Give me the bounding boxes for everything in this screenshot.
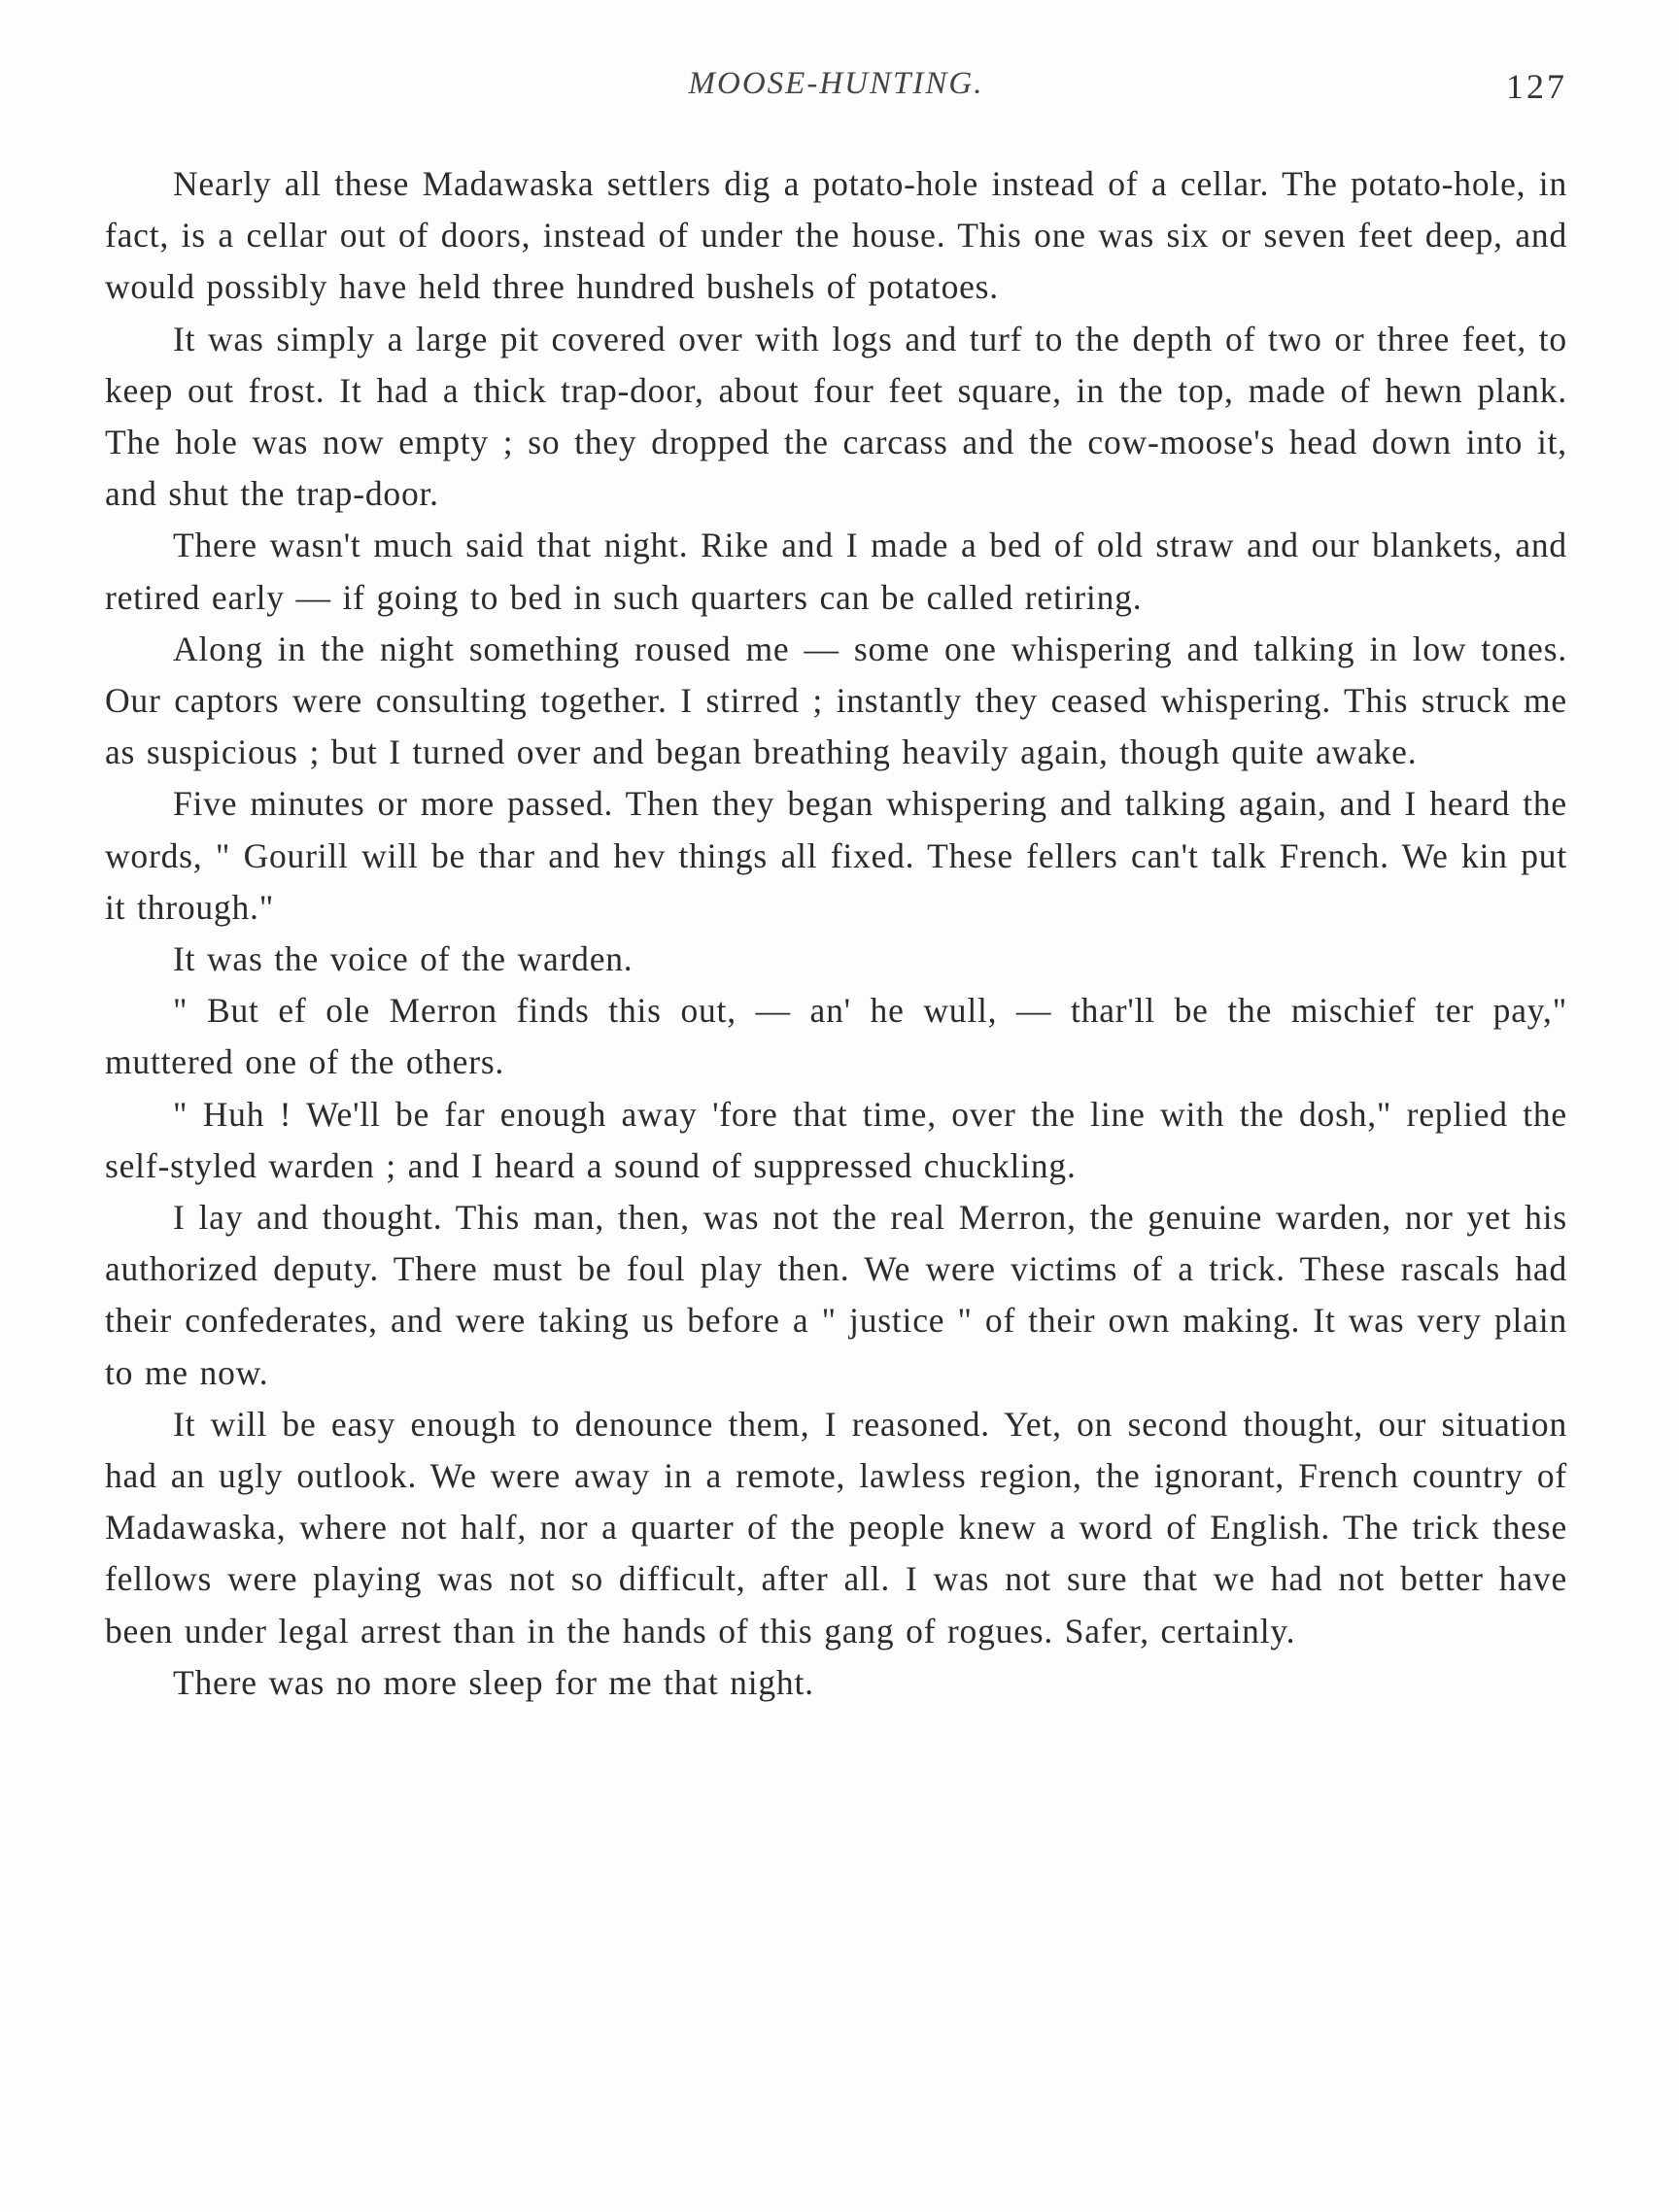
paragraph-2: It was simply a large pit covered over with logs and turf to the depth of two or three feet, to keep out frost. It had a thick trap-door, about four feet square, in the top, made of hewn plank. The hole was now empty ; so they dropped the carcass and the cow-moose's head down into it, and shut the trap-door.	[105, 319, 1567, 514]
paragraph-3: There wasn't much said that night. Rike and I made a bed of old straw and our blankets, and retired early — if going to bed in such quarters can be called retiring.	[105, 526, 1567, 617]
running-title: MOOSE-HUNTING.	[688, 66, 984, 101]
paragraph-11: There was no more sleep for me that night.	[173, 1662, 814, 1702]
page-number: 127	[1506, 67, 1567, 106]
paragraph-4: Along in the night something roused me — some one whispering and talking in low tones. Our captors were consulting together. I stirred ; instantly they ceased whispering. This struck me as suspicious ; but I turned over and began breathing heavily again, though quite awake.	[105, 629, 1567, 772]
paragraph-7: " But ef ole Merron finds this out, — an' he wull, — thar'll be the mischief ter pay," muttered one of the others.	[105, 991, 1567, 1082]
paragraph-5: Five minutes or more passed. Then they began whispering and talking again, and I heard the words, " Gourill will be thar and hev things all fixed. These fellers can't talk French. We kin put it through."	[105, 784, 1567, 927]
paragraph-1: Nearly all these Madawaska settlers dig a potato-hole instead of a cellar. The potato-hole, in fact, is a cellar out of doors, instead of under the house. This one was six or seven feet deep, and would possibly have held three hundred bushels of potatoes.	[105, 164, 1567, 307]
paragraph-8: " Huh ! We'll be far enough away 'fore that time, over the line with the dosh," replied the self-styled warden ; and I heard a sound of suppressed chuckling.	[105, 1094, 1567, 1185]
body-text	[105, 158, 1567, 1709]
paragraph-9: I lay and thought. This man, then, was not the real Merron, the genuine warden, nor yet his authorized deputy. There must be foul play then. We were victims of a trick. These rascals had their confederates, and were taking us before a " justice " of their own making. It was very plain to me now.	[105, 1198, 1567, 1392]
paragraph-10: It will be easy enough to denounce them, I reasoned. Yet, on second thought, our situation had an ugly outlook. We were away in a remote, lawless region, the ignorant, French country of Madawaska, where not half, nor a quarter of the people knew a word of English. The trick these fellows were playing was not so difficult, after all. I was not sure that we had not better have been under legal arrest than in the hands of this gang of rogues. Safer, certainly.	[105, 1404, 1567, 1650]
paragraph-6: It was the voice of the warden.	[173, 939, 634, 979]
running-head	[105, 66, 1567, 115]
